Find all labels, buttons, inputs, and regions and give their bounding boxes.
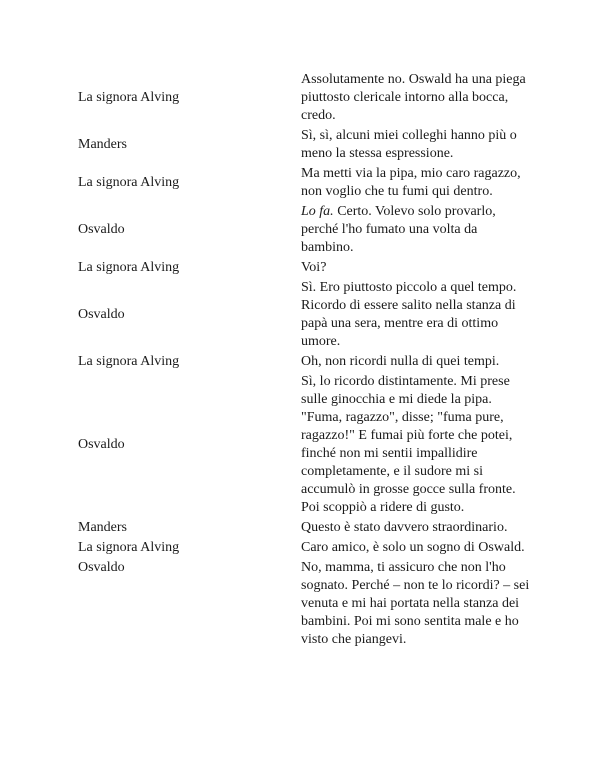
speaker-name: La signora Alving: [78, 354, 180, 369]
dialogue-row: [78, 353, 531, 373]
stage-direction: Lo fa.: [301, 204, 334, 219]
dialogue-line: Ma metti via la pipa, mio caro ragazzo, non voglio che tu fumi qui dentro.: [301, 166, 521, 199]
dialogue-row: [78, 559, 531, 651]
speaker-name: Osvaldo: [78, 437, 125, 452]
dialogue-row: [78, 279, 531, 353]
dialogue-line: Assolutamente no. Oswald ha una piega piuttosto clericale intorno alla bocca, credo.: [301, 72, 526, 123]
speaker-name: La signora Alving: [78, 175, 180, 190]
dialogue-line: Oh, non ricordi nulla di quei tempi.: [301, 354, 500, 369]
dialogue-line: Sì. Ero piuttosto piccolo a quel tempo. Ricordo di essere salito nella stanza di papà una sera, mentre era di ottimo umore.: [301, 280, 517, 349]
speaker-name: La signora Alving: [78, 540, 180, 555]
dialogue-row: [78, 373, 531, 519]
speaker-name: Osvaldo: [78, 222, 125, 237]
dialogue-line: Sì, sì, alcuni miei colleghi hanno più o meno la stessa espressione.: [301, 128, 517, 161]
dialogue-row: [78, 71, 531, 127]
dialogue-row: [78, 539, 531, 559]
dialogue-line: No, mamma, ti assicuro che non l'ho sognato. Perché – non te lo ricordi? – sei venuta e mi hai portata nella stanza dei bambini. Poi mi sono sentita male e ho visto che piangevi.: [301, 560, 530, 647]
dialogue-row: [78, 203, 531, 259]
speaker-name: Manders: [78, 520, 127, 535]
speaker-name: Osvaldo: [78, 307, 125, 322]
speaker-name: La signora Alving: [78, 260, 180, 275]
dialogue-line: Caro amico, è solo un sogno di Oswald.: [301, 540, 525, 555]
dialogue-line: [301, 203, 531, 259]
dialogue-line: Sì, lo ricordo distintamente. Mi prese sulle ginocchia e mi diede la pipa. "Fuma, ragazzo", disse; "fuma pure, ragazzo!" E fumai più forte che potei, finché non mi sentii impallidire completamente, e il sudore mi si accumulò in grosse gocce sulla fronte. Poi scoppiò a ridere di gusto.: [301, 374, 516, 515]
dialogue-row: [78, 127, 531, 165]
speaker-name: Manders: [78, 137, 127, 152]
dialogue-row: [78, 165, 531, 203]
dialogue-table: [78, 71, 531, 651]
dialogue-line: Questo è stato davvero straordinario.: [301, 520, 508, 535]
dialogue-line-text: Certo. Volevo solo provarlo, perché l'ho fumato una volta da bambino.: [301, 204, 496, 255]
speaker-name: Osvaldo: [78, 560, 125, 575]
dialogue-row: [78, 259, 531, 279]
dialogue-line: Voi?: [301, 260, 327, 275]
dialogue-row: [78, 519, 531, 539]
speaker-name: La signora Alving: [78, 90, 180, 105]
